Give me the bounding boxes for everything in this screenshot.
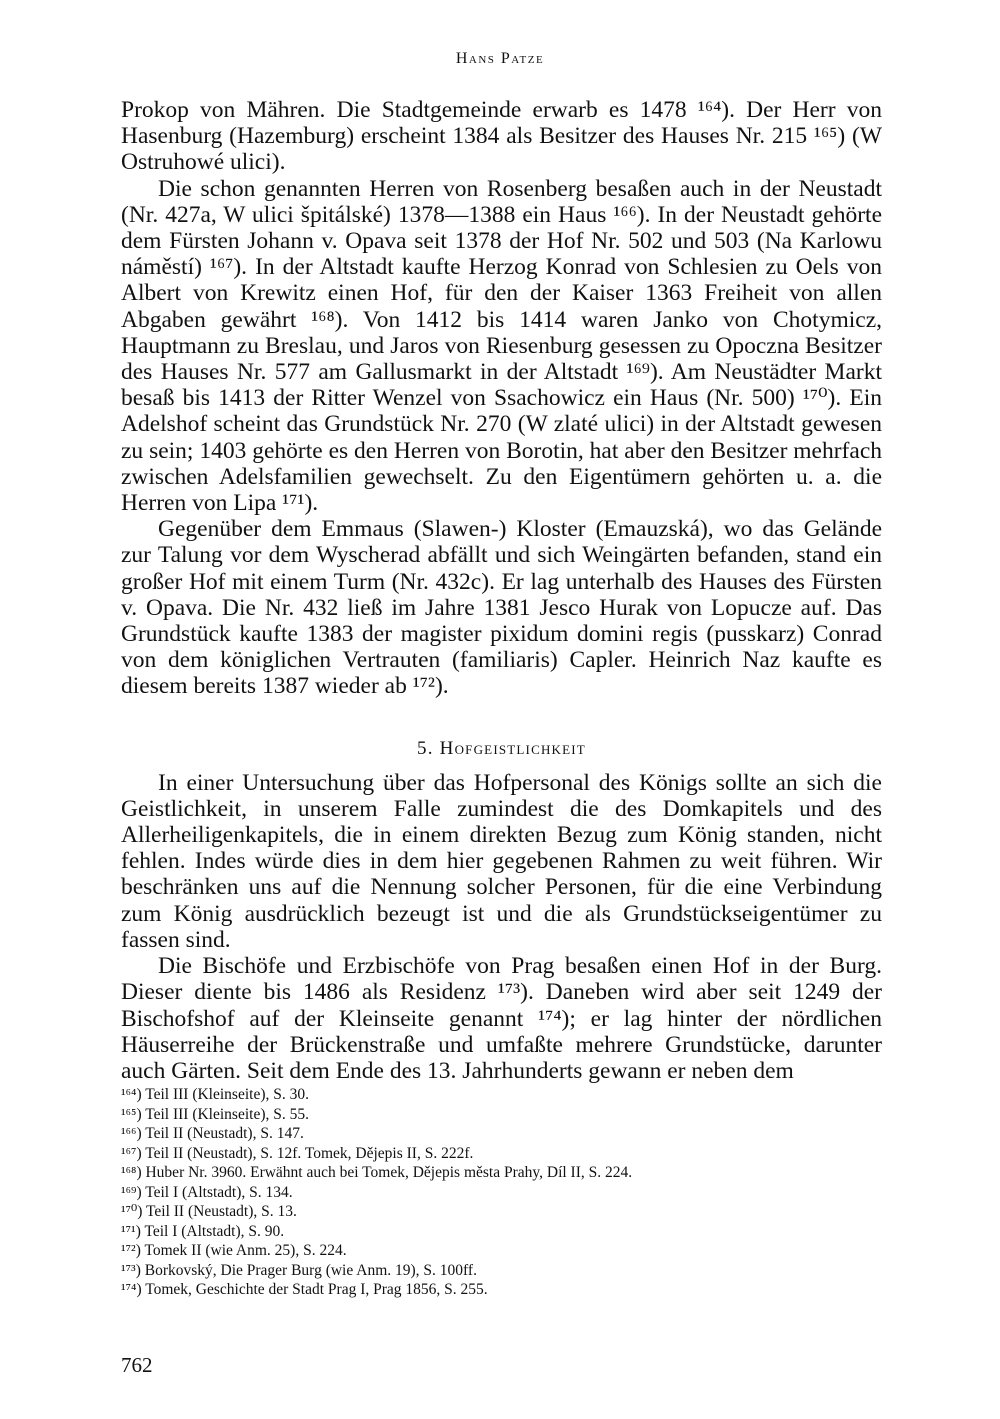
body-text (121, 97, 882, 1084)
footnote: ¹⁶⁴) Teil III (Kleinseite), S. 30. (121, 1086, 309, 1103)
section-heading: 5. Hofgeistlichkeit (417, 737, 586, 759)
footnote: ¹⁶⁹) Teil I (Altstadt), S. 134. (121, 1183, 293, 1201)
footnote: ¹⁷²) Tomek II (wie Anm. 25), S. 224. (121, 1242, 347, 1259)
paragraph-continuation: Prokop von Mähren. Die Stadtgemeinde erwarb es 1478 ¹⁶⁴). Der Herr von Hasenburg (Hazemburg) erscheint 1384 als Besitzer des Hauses Nr. 215 ¹⁶⁵) (W Ostruhowé ulici). (121, 97, 882, 176)
footnote: ¹⁷³) Borkovský, Die Prager Burg (wie Anm. 19), S. 100ff. (121, 1261, 477, 1279)
page-number: 762 (121, 1353, 153, 1377)
footnote: ¹⁶⁵) Teil III (Kleinseite), S. 55. (121, 1105, 309, 1123)
paragraph-emmaus: Gegenüber dem Emmaus (Slawen-) Kloster (Emauzská), wo das Gelände zur Talung vor dem Wyscherad abfällt und sich Weingärten befanden, stand ein großer Hof mit einem Turm (Nr. 432c). Er lag unterhalb des Hauses des Fürsten v. Opava. Die Nr. 432 ließ im Jahre 1381 Jesco Hurak von Lopucze auf. Das Grundstück kaufte 1383 der magister pixidum domini regis (pusskarz) Conrad von dem königlichen Vertrauten (familiaris) Capler. Heinrich Naz kaufte es diesem bereits 1387 wieder ab ¹⁷²). (121, 516, 882, 700)
footnote: ¹⁶⁷) Teil II (Neustadt), S. 12f. Tomek, Dějepis II, S. 222f. (121, 1144, 474, 1162)
footnote: ¹⁷⁰) Teil II (Neustadt), S. 13. (121, 1203, 297, 1220)
footnote: ¹⁷⁴) Tomek, Geschichte der Stadt Prag I, Prag 1856, S. 255. (121, 1281, 488, 1298)
footnote: ¹⁷¹) Teil I (Altstadt), S. 90. (121, 1222, 285, 1240)
paragraph-bischoefe: Die Bischöfe und Erzbischöfe von Prag besaßen einen Hof in der Burg. Dieser diente bis 1486 als Residenz ¹⁷³). Daneben wird aber seit 1249 der Bischofshof auf der Kleinseite genannt ¹⁷⁴); er lag hinter der nördlichen Häuserreihe der Brückenstraße und umfaßte mehrere Grundstücke, darunter auch Gärten. Seit dem Ende des 13. Jahrhunderts gewann er neben dem (121, 953, 882, 1084)
footnote: ¹⁶⁶) Teil II (Neustadt), S. 147. (121, 1125, 304, 1142)
footnote: ¹⁶⁸) Huber Nr. 3960. Erwähnt auch bei Tomek, Dějepis města Prahy, Díl II, S. 224. (121, 1164, 633, 1181)
paragraph-rosenberg: Die schon genannten Herren von Rosenberg besaßen auch in der Neustadt (Nr. 427a, W ulici špitálské) 1378—1388 ein Haus ¹⁶⁶). In der Neustadt gehörte dem Fürsten Johann v. Opava seit 1378 der Hof Nr. 502 und 503 (Na Karlowu náměstí) ¹⁶⁷). In der Altstadt kaufte Herzog Konrad von Schlesien zu Oels von Albert von Krewitz einen Hof, für den der Kaiser 1363 Freiheit von allen Abgaben gewährt ¹⁶⁸). Von 1412 bis 1414 waren Janko von Chotymicz, Hauptmann zu Breslau, und Jaros von Riesenburg gesessen zu Opoczna Besitzer des Hauses Nr. 577 am Gallusmarkt in der Altstadt ¹⁶⁹). Am Neustädter Markt besaß bis 1413 der Ritter Wenzel von Ssachowicz ein Haus (Nr. 500) ¹⁷⁰). Ein Adelshof scheint das Grundstück Nr. 270 (W zlaté ulici) in der Altstadt gewesen zu sein; 1403 gehörte es den Herren von Borotin, hat aber den Besitzer mehrfach zwischen Adelsfamilien gewechselt. Zu den Eigentümern gehörten u. a. die Herren von Lipa ¹⁷¹). (121, 175, 882, 517)
paragraph-hofgeistlichkeit: In einer Untersuchung über das Hofpersonal des Königs sollte an sich die Geistlichkeit, in unserem Falle zumindest die des Domkapitels und des Allerheiligenkapitels, die in einem direkten Bezug zum König standen, nicht fehlen. Indes würde dies in dem hier gegebenen Rahmen zu weit führen. Wir beschränken uns auf die Nennung solcher Personen, für die eine Verbindung zum König ausdrücklich bezeugt ist und die als Grundstückseigentümer zu fassen sind. (121, 769, 882, 953)
running-head: Hans Patze (455, 50, 545, 67)
footnotes (121, 1085, 882, 1300)
